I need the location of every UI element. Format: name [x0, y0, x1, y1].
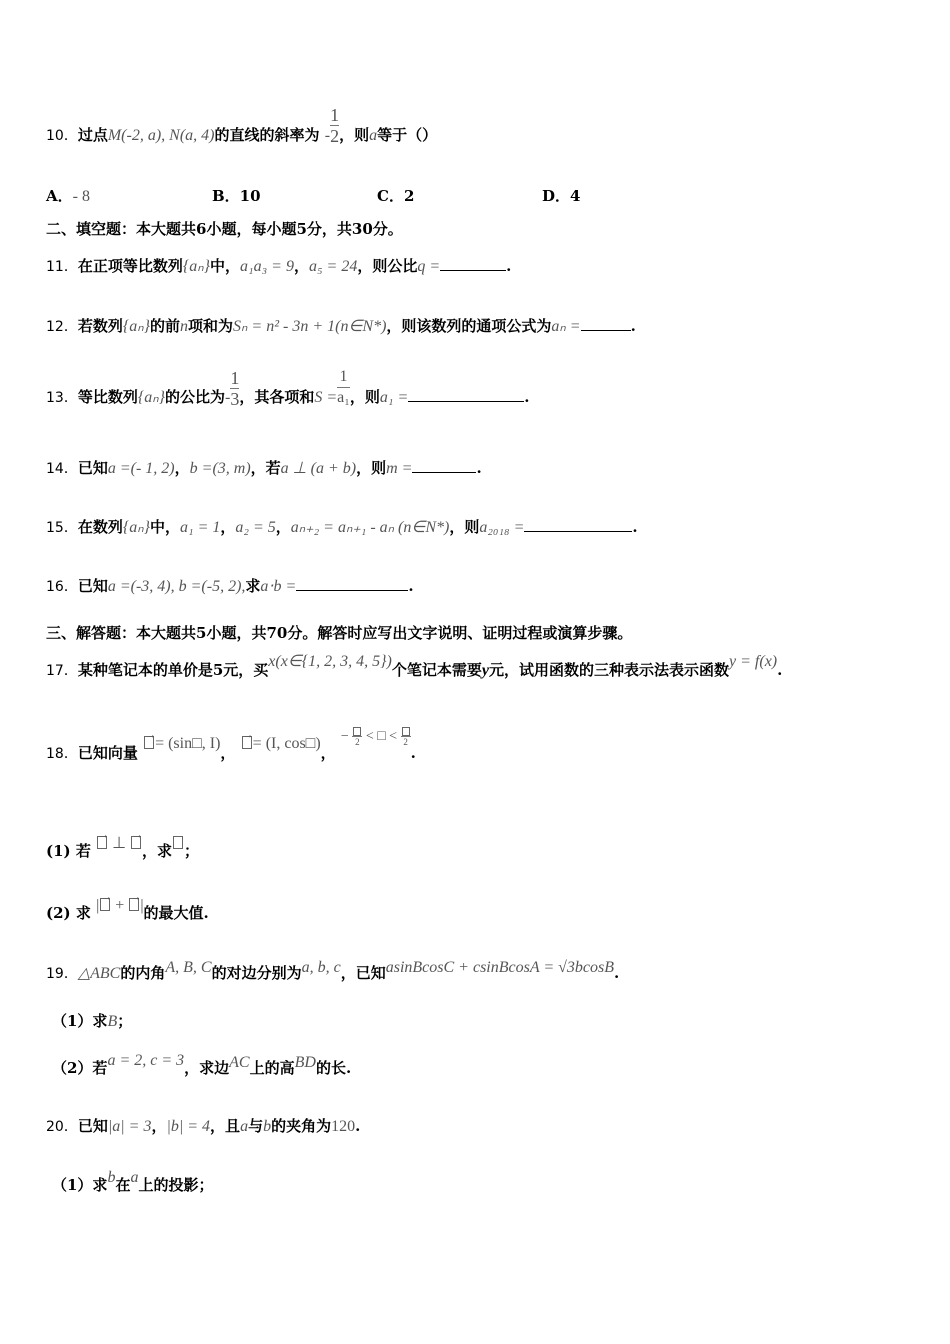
choice-a-label: A． — [46, 187, 73, 205]
q19-text3: ，已知 — [340, 964, 386, 982]
q11-sep: ， — [293, 257, 309, 275]
q17-text: 某种笔记本的单价是5元，买 — [77, 661, 269, 679]
q14-end: . — [476, 459, 482, 477]
q14-text2: ，若 — [250, 459, 281, 477]
q15-sep2: ， — [275, 518, 291, 536]
q13-text: 等比数列 — [77, 388, 138, 406]
choice-b: B．10 — [212, 187, 261, 205]
angle-symbol-icon — [173, 836, 183, 849]
q14-sep: ， — [174, 459, 190, 477]
norm-a: |a| = 3 — [107, 1118, 152, 1135]
q19-p2-end: 的长. — [315, 1059, 352, 1077]
answer-blank[interactable] — [296, 576, 408, 591]
choice-c: C．2 — [377, 187, 415, 205]
question-10 — [46, 104, 920, 147]
angle-value: 120 — [331, 1118, 356, 1135]
q13-seq: {aₙ} — [137, 389, 166, 406]
q20-text3: 与 — [248, 1117, 264, 1135]
question-number: 19． — [46, 966, 78, 982]
q11-text3: ，则公比 — [357, 257, 418, 275]
q18-sep2: ， — [320, 744, 336, 762]
question-19-part-2 — [52, 1052, 920, 1080]
q10-text4: 等于（） — [377, 126, 438, 144]
angle-range: − 2 < □ < 2 — [341, 729, 411, 744]
question-number: 15． — [46, 520, 78, 536]
q11-cond1: a₁a₃ = 9 — [240, 258, 294, 275]
question-number: 11． — [46, 259, 78, 275]
q17-x: x(x∈{1, 2, 3, 4, 5}) — [268, 653, 392, 670]
q19-text2: 的对边分别为 — [211, 964, 302, 982]
sum-fraction — [337, 367, 350, 408]
triangle: △ABC — [77, 965, 121, 982]
choice-a — [46, 185, 90, 206]
q10-text: 过点 — [77, 126, 108, 144]
q16-vectors: a =(-3, 4), b =(-5, 2), — [107, 578, 246, 595]
q12-n: n — [180, 318, 189, 335]
q14-text: 已知 — [77, 459, 108, 477]
vector-b: b =(3, m) — [189, 460, 251, 477]
question-number: 10． — [46, 128, 78, 144]
question-number: 17． — [46, 663, 78, 679]
norm-b: |b| = 4 — [166, 1118, 211, 1135]
q20-sep: ， — [151, 1117, 167, 1135]
q18-p1-text2: ，求 — [142, 842, 173, 860]
frac-den: a₁ — [337, 388, 350, 406]
q19-p2-text: （2）若 — [52, 1059, 108, 1077]
q13-s: S = — [314, 389, 338, 406]
question-15 — [46, 516, 920, 539]
q12-seq: {aₙ} — [122, 318, 151, 335]
question-16 — [46, 575, 920, 598]
vector-symbol-icon — [242, 736, 252, 749]
q15-text3: ，则 — [449, 518, 480, 536]
vector-1 — [143, 735, 220, 752]
q12-text2: 的前 — [150, 317, 181, 335]
q15-sep: ， — [220, 518, 236, 536]
question-number: 18． — [46, 746, 78, 762]
q16-dot: a⋅b = — [260, 578, 297, 595]
q20-vb: b — [263, 1118, 272, 1135]
answer-blank[interactable] — [440, 256, 506, 271]
q15-cond1: a₁ = 1 — [180, 519, 221, 536]
q12-an: aₙ = — [551, 318, 581, 335]
question-19 — [46, 959, 920, 985]
q19-text: 的内角 — [120, 964, 166, 982]
q20-text4: 的夹角为 — [271, 1117, 332, 1135]
q11-q: q = — [417, 258, 441, 275]
q15-target: a₂₀₁₈ = — [479, 519, 525, 536]
q18-p1-end: ； — [184, 842, 200, 860]
vector-symbol-icon — [100, 898, 110, 911]
q20-p1-end: 上的投影； — [138, 1176, 214, 1194]
q13-text4: ，则 — [349, 388, 380, 406]
question-20-part-1 — [52, 1169, 920, 1197]
q10-var: a — [369, 127, 378, 144]
answer-blank[interactable] — [581, 316, 631, 331]
question-20 — [46, 1115, 920, 1138]
q16-text: 已知 — [77, 577, 108, 595]
section-3-heading: 三、解答题：本大题共5小题，共70分。解答时应写出文字说明、证明过程或演算步骤。 — [46, 624, 633, 642]
q20-text: 已知 — [77, 1117, 108, 1135]
vector-symbol-icon — [144, 736, 154, 749]
question-11 — [46, 255, 920, 278]
vector-a: a =(- 1, 2) — [107, 460, 175, 477]
q18-p2-text: (2) 求 — [46, 904, 91, 922]
q12-text: 若数列 — [77, 317, 123, 335]
frac-num: 1 — [230, 367, 240, 388]
vector-2-value: = (I, cos□) — [252, 735, 321, 752]
q10-points: M(-2, a), N(a, 4) — [107, 127, 215, 144]
q16-end: . — [408, 577, 414, 595]
q15-end: . — [632, 518, 638, 536]
q12-text3: 项和为 — [188, 317, 234, 335]
answer-blank[interactable] — [524, 517, 632, 532]
q19-p2-text3: 上的高 — [249, 1059, 295, 1077]
choice-a-value: - 8 — [72, 188, 90, 205]
question-number: 12． — [46, 319, 78, 335]
q12-end: . — [630, 317, 636, 335]
vector-sum-norm: |→ + →| — [96, 897, 143, 914]
q13-end: . — [524, 388, 530, 406]
q20-end: . — [355, 1117, 361, 1135]
frac-den: 2 — [330, 125, 340, 146]
q13-text2: 的公比为 — [165, 388, 226, 406]
vector-1-value: = (sin□, I) — [155, 735, 221, 752]
vector-2 — [241, 735, 321, 752]
q19-p2-given: a = 2, c = 3 — [107, 1052, 185, 1069]
q20-p1-text2: 在 — [115, 1176, 131, 1194]
question-12 — [46, 315, 920, 338]
question-19-part-1 — [52, 1010, 920, 1033]
q15-text2: 中， — [150, 518, 181, 536]
q20-p1-a: a — [130, 1169, 139, 1186]
q18-end: . — [410, 744, 416, 762]
q20-p1-text: （1）求 — [52, 1176, 108, 1194]
q19-p1-end: ； — [117, 1012, 133, 1030]
height-bd: BD — [294, 1054, 316, 1071]
range-fraction: 2 — [352, 727, 362, 747]
q20-text2: ，且 — [210, 1117, 241, 1135]
q11-text2: 中， — [210, 257, 241, 275]
question-number: 16． — [46, 579, 78, 595]
angles: A, B, C — [165, 959, 212, 976]
q18-p1-text: (1) 若 — [46, 842, 91, 860]
q13-a1: a₁ = — [379, 389, 409, 406]
q11-text: 在正项等比数列 — [77, 257, 183, 275]
q17-text2: 个笔记本需要 — [391, 661, 482, 679]
q15-cond2: a₂ = 5 — [235, 519, 276, 536]
q12-text4: ，则该数列的通项公式为 — [386, 317, 552, 335]
q19-equation: asinBcosC + csinBcosA = √3bcosB — [385, 959, 615, 976]
q11-end: . — [506, 257, 512, 275]
q17-end: . — [777, 661, 783, 679]
frac-num: 1 — [330, 104, 340, 125]
side-ac: AC — [229, 1054, 250, 1071]
ratio-sign: - — [225, 389, 231, 406]
q19-p1-var: B — [107, 1013, 118, 1030]
question-17 — [46, 653, 920, 682]
q13-text3: ，其各项和 — [239, 388, 315, 406]
q19-p2-text2: ，求边 — [184, 1059, 230, 1077]
sides: a, b, c — [301, 959, 341, 976]
slope-sign: - — [324, 127, 331, 144]
question-number: 13． — [46, 390, 78, 406]
question-18-part-1 — [46, 835, 920, 863]
frac-num: 1 — [339, 367, 348, 385]
question-number: 20． — [46, 1119, 78, 1135]
q14-cond: a ⊥ (a + b) — [280, 460, 357, 477]
range-text: < □ < — [365, 729, 398, 744]
question-14 — [46, 457, 920, 480]
q17-y: y — [481, 662, 489, 679]
ratio-fraction — [230, 368, 239, 409]
q19-p1-text: （1）求 — [52, 1012, 108, 1030]
question-18 — [46, 729, 920, 766]
answer-blank[interactable] — [412, 458, 476, 473]
q14-text3: ，则 — [356, 459, 387, 477]
answer-blank[interactable] — [408, 387, 524, 402]
q18-sep: ， — [220, 744, 236, 762]
q14-m: m = — [386, 460, 413, 477]
choice-d: D．4 — [542, 187, 581, 205]
perp-condition: → ⊥ → — [96, 835, 142, 852]
question-number: 14． — [46, 461, 78, 477]
question-13 — [46, 367, 920, 409]
vector-symbol-icon — [131, 836, 141, 849]
q11-seq: {aₙ} — [182, 258, 211, 275]
frac-den: 3 — [230, 388, 240, 409]
q10-text2: 的直线的斜率为 — [214, 126, 320, 144]
q15-recurrence: aₙ₊₂ = aₙ₊₁ - aₙ (n∈N*) — [290, 519, 450, 536]
q17-f: y = f(x) — [729, 653, 778, 670]
q15-seq: {aₙ} — [122, 519, 151, 536]
q18-text: 已知向量 — [77, 744, 138, 762]
q11-cond2: a₅ = 24 — [308, 258, 358, 275]
q20-va: a — [240, 1118, 249, 1135]
q12-expr: Sₙ = n² - 3n + 1(n∈N*) — [233, 318, 387, 335]
vector-symbol-icon — [129, 898, 139, 911]
range-fraction: 2 — [401, 727, 411, 747]
q18-p2-text2: 的最大值. — [143, 904, 209, 922]
slope-fraction — [330, 105, 339, 146]
question-18-part-2 — [46, 897, 920, 925]
section-2-heading: 二、填空题：本大题共6小题，每小题5分，共30分。 — [46, 220, 403, 238]
vector-symbol-icon — [97, 836, 107, 849]
q19-end: . — [614, 964, 620, 982]
q20-p1-b: b — [107, 1169, 116, 1186]
q17-text3: 元，试用函数的三种表示法表示函数 — [489, 661, 730, 679]
q16-text2: 求 — [245, 577, 261, 595]
q10-text3: ，则 — [339, 126, 370, 144]
q15-text: 在数列 — [77, 518, 123, 536]
